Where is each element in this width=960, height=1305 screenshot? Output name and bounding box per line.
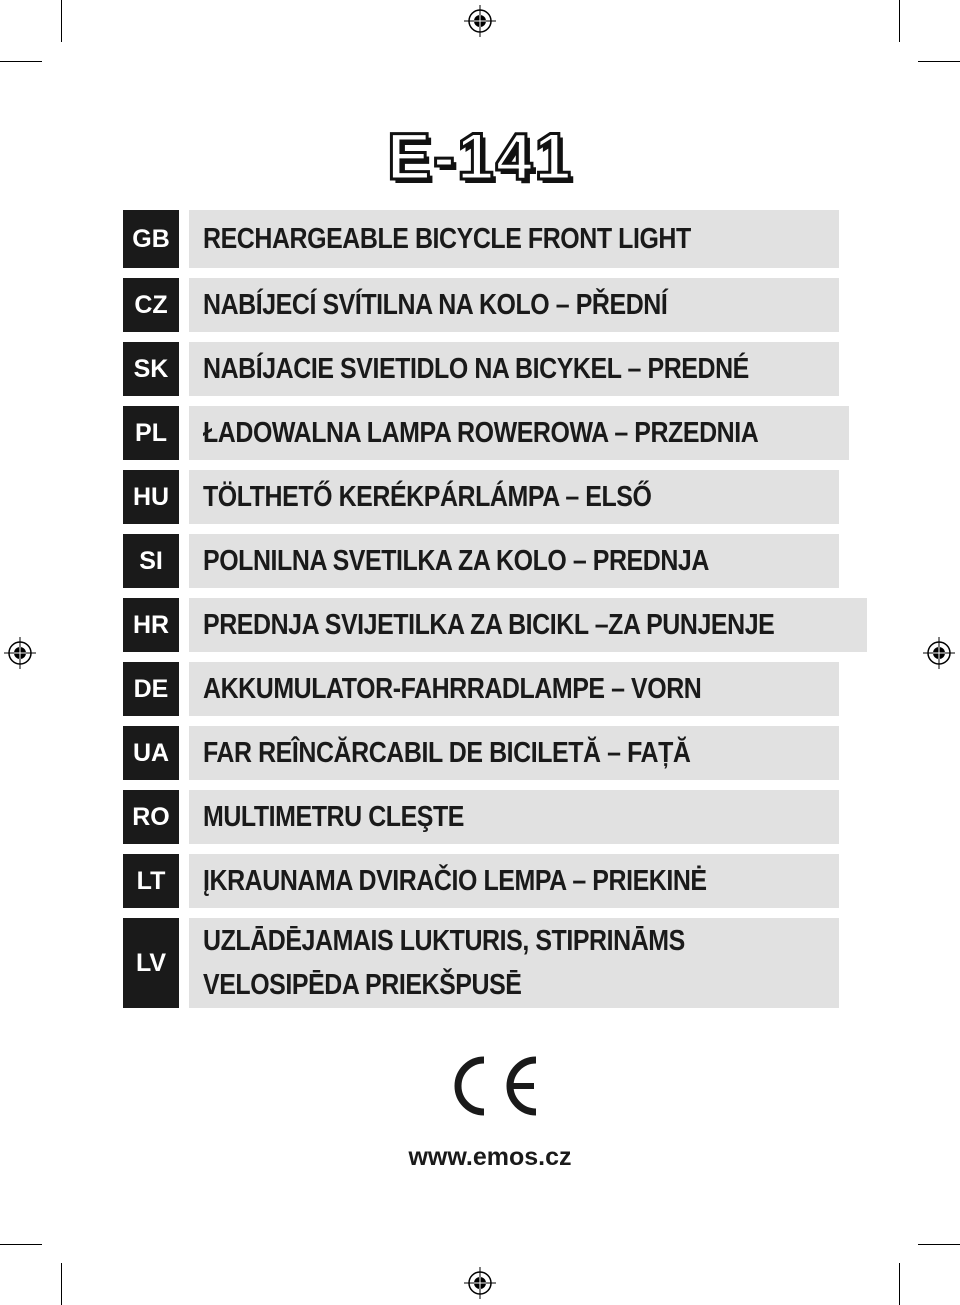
language-label: MULTIMETRU CLEŞTE xyxy=(189,790,839,844)
language-list xyxy=(123,210,839,1018)
language-row-sk xyxy=(123,342,839,396)
language-code: PL xyxy=(123,406,179,460)
crop-mark xyxy=(61,1263,62,1305)
language-code: GB xyxy=(123,210,179,268)
language-label: FAR REÎNCĂRCABIL DE BICILETĂ – FAȚĂ xyxy=(189,726,839,780)
language-row-gb xyxy=(123,210,839,268)
language-row-de xyxy=(123,662,839,716)
crop-mark xyxy=(0,1244,42,1245)
language-row-ua xyxy=(123,726,839,780)
language-label: ŁADOWALNA LAMPA ROWEROWA – PRZEDNIA xyxy=(189,406,849,460)
language-row-si xyxy=(123,534,839,588)
language-row-hr xyxy=(123,598,839,652)
language-label: NABÍJACIE SVIETIDLO NA BICYKEL – PREDNÉ xyxy=(189,342,839,396)
language-label: NABÍJECÍ SVÍTILNA NA KOLO – PŘEDNÍ xyxy=(189,278,839,332)
language-row-ro xyxy=(123,790,839,844)
crop-mark xyxy=(918,1244,960,1245)
language-row-hu xyxy=(123,470,839,524)
language-label: POLNILNA SVETILKA ZA KOLO – PREDNJA xyxy=(189,534,839,588)
crop-mark xyxy=(899,1263,900,1305)
crop-mark xyxy=(918,61,960,62)
registration-mark-icon xyxy=(463,4,497,38)
registration-mark-icon xyxy=(463,1266,497,1300)
language-code: HR xyxy=(123,598,179,652)
language-row-cz xyxy=(123,278,839,332)
registration-mark-icon xyxy=(3,636,37,670)
language-code: RO xyxy=(123,790,179,844)
language-row-lt xyxy=(123,854,839,908)
language-label-line: UZLĀDĒJAMAIS LUKTURIS, STIPRINĀMS xyxy=(203,925,685,957)
ce-mark-icon xyxy=(440,1050,540,1120)
language-label: PREDNJA SVIJETILKA ZA BICIKL –ZA PUNJENJE xyxy=(189,598,867,652)
language-code: UA xyxy=(123,726,179,780)
language-label: RECHARGEABLE BICYCLE FRONT LIGHT xyxy=(189,210,839,268)
language-label xyxy=(189,918,839,1008)
language-code: DE xyxy=(123,662,179,716)
language-row-pl xyxy=(123,406,839,460)
website-link[interactable]: www.emos.cz xyxy=(408,1143,572,1171)
language-label: TÖLTHETŐ KERÉKPÁRLÁMPA – ELSŐ xyxy=(189,470,839,524)
crop-mark xyxy=(899,0,900,42)
product-title: E-141 xyxy=(386,119,574,193)
language-label-line: VELOSIPĒDA PRIEKŠPUSĒ xyxy=(203,969,522,1001)
language-code: LT xyxy=(123,854,179,908)
language-code: SI xyxy=(123,534,179,588)
language-code: SK xyxy=(123,342,179,396)
crop-mark xyxy=(0,61,42,62)
language-label: ĮKRAUNAMA DVIRAČIO LEMPA – PRIEKINĖ xyxy=(189,854,839,908)
language-code: LV xyxy=(123,918,179,1008)
language-label: AKKUMULATOR-FAHRRADLAMPE – VORN xyxy=(189,662,839,716)
language-code: HU xyxy=(123,470,179,524)
language-code: CZ xyxy=(123,278,179,332)
language-row-lv xyxy=(123,918,839,1008)
crop-mark xyxy=(61,0,62,42)
registration-mark-icon xyxy=(922,636,956,670)
